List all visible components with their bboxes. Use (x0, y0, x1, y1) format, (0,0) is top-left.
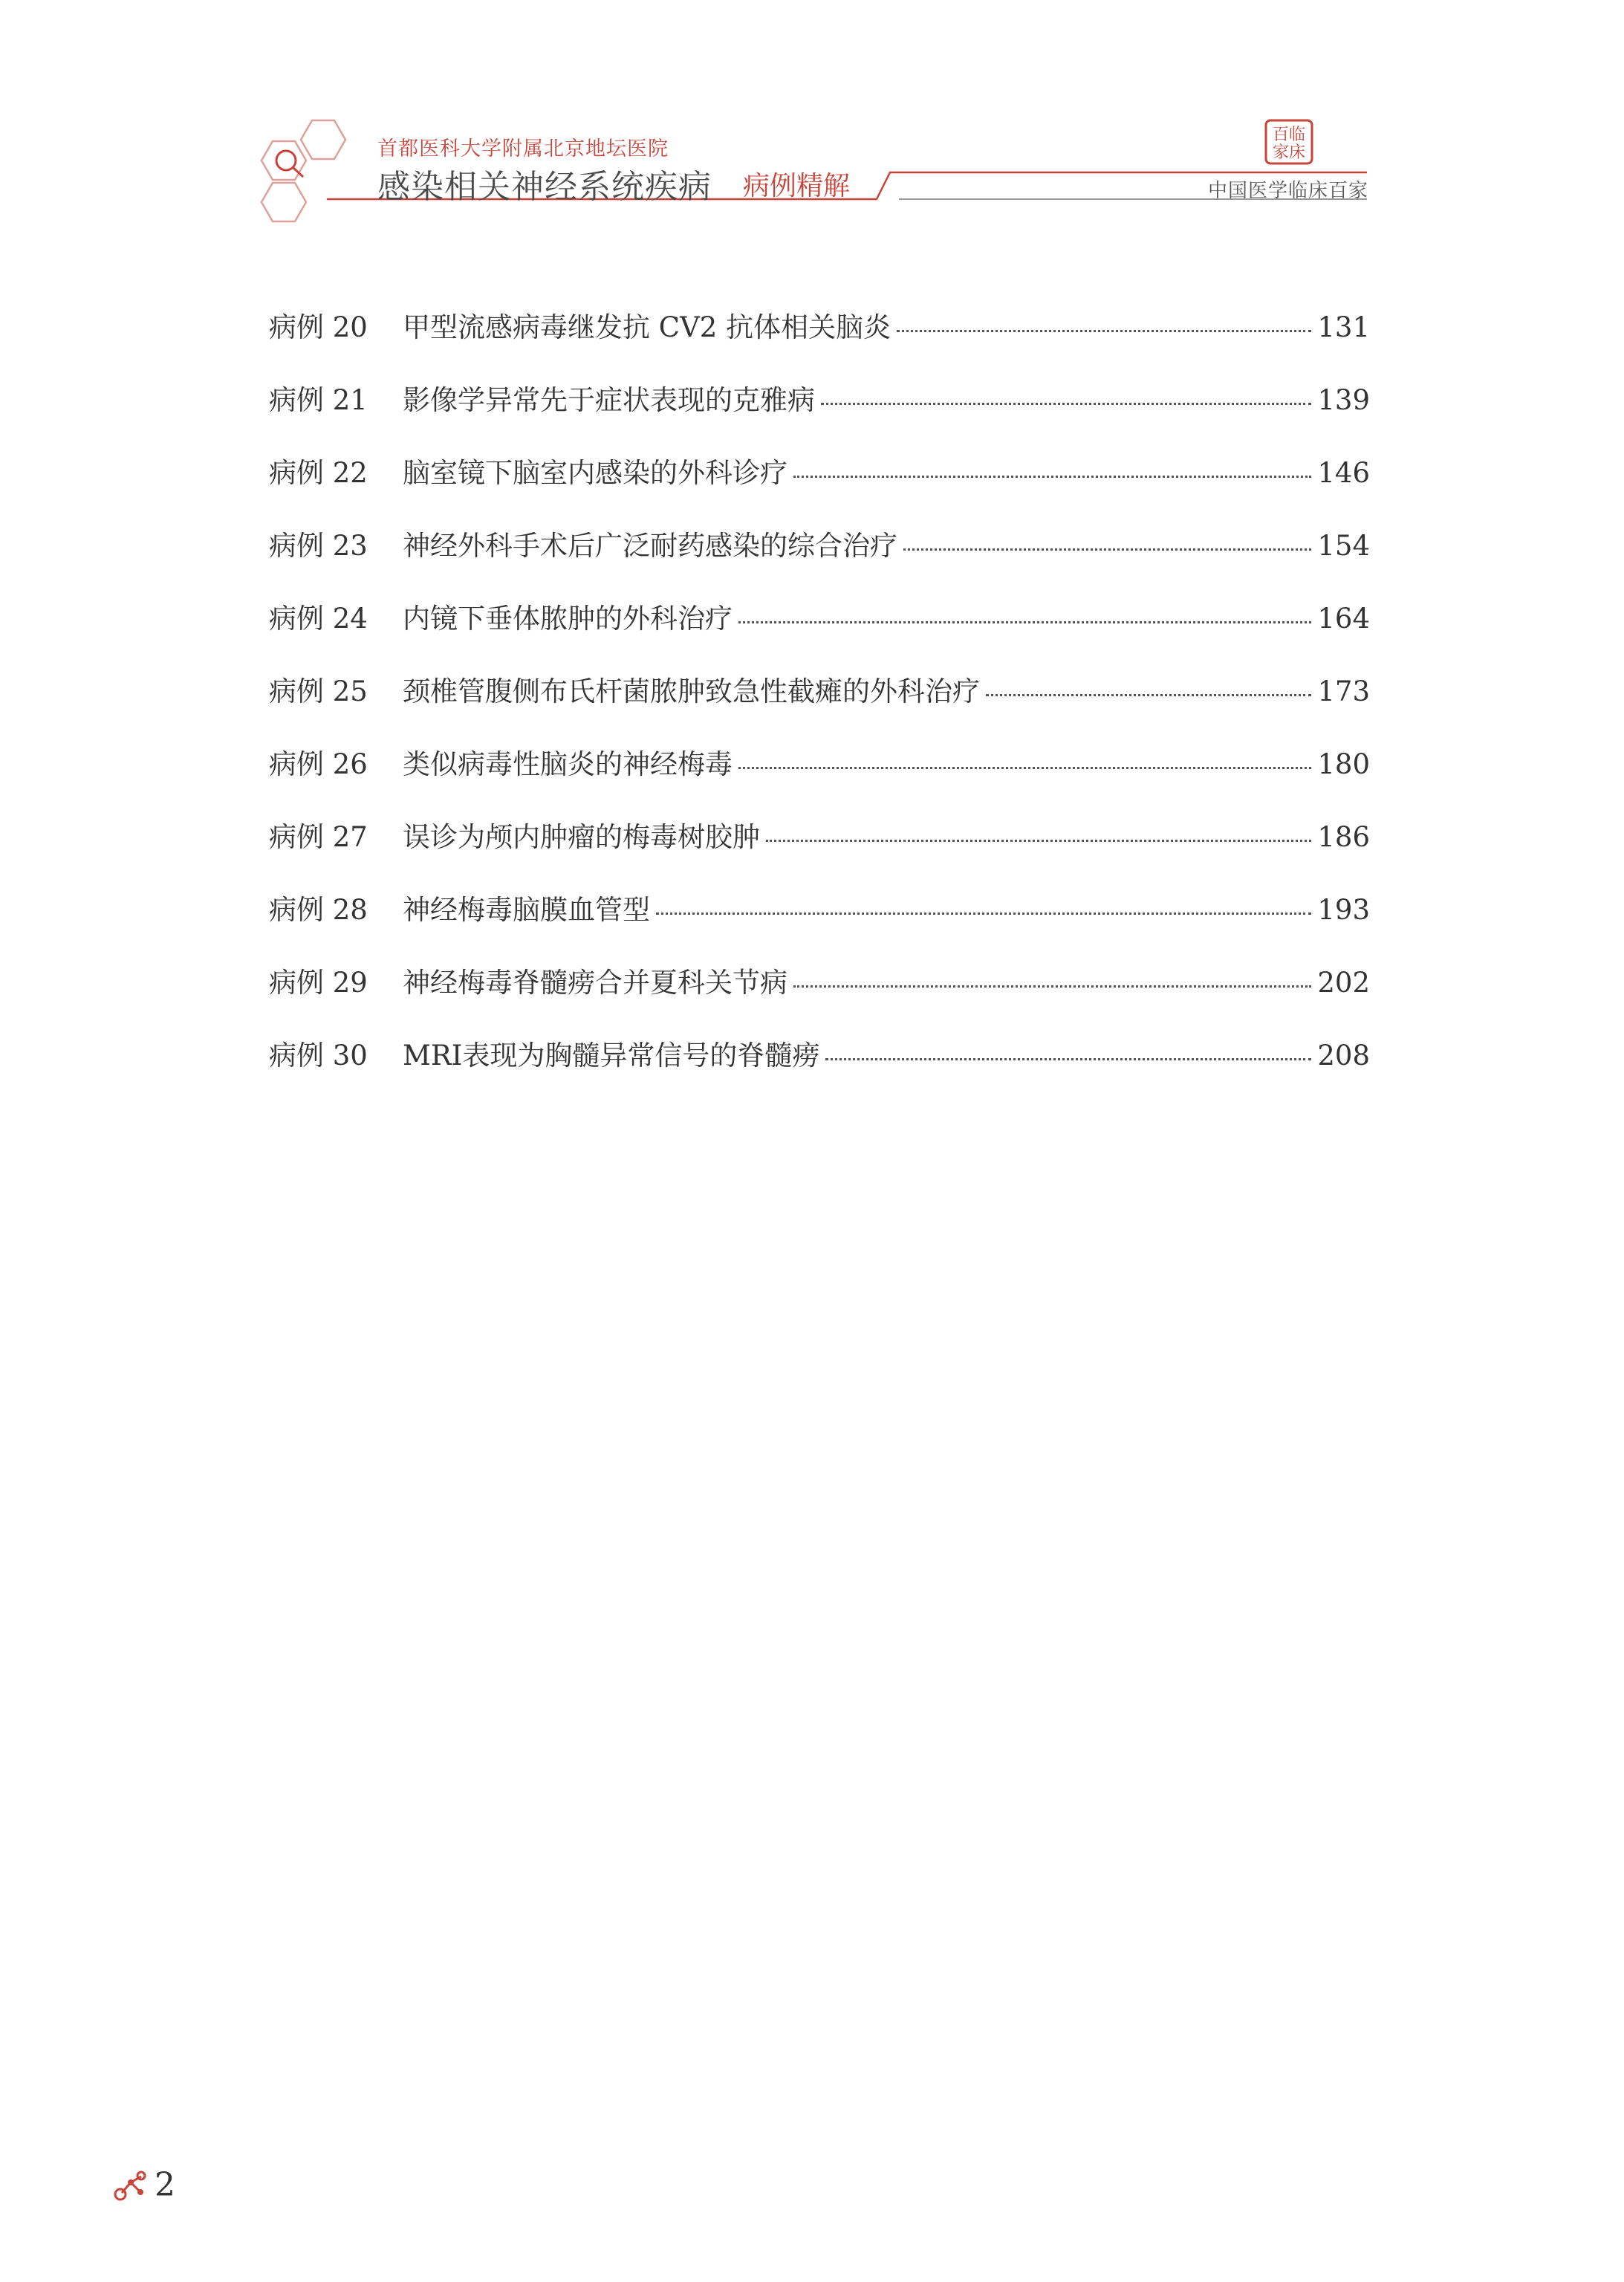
hospital-name: 首都医科大学附属北京地坛医院 (377, 137, 669, 161)
toc-case-title: 影像学异常先于症状表现的克雅病 (403, 384, 815, 416)
toc-leader-dots (897, 330, 1311, 332)
toc-leader-dots (738, 621, 1311, 623)
toc-case-number: 病例 30 (269, 1040, 368, 1072)
toc-case-title: 脑室镜下脑室内感染的外科诊疗 (403, 457, 787, 489)
toc-entry[interactable] (269, 742, 1370, 814)
toc-page-number: 186 (1317, 821, 1370, 853)
toc-leader-dots (821, 403, 1311, 405)
toc-page-number: 131 (1317, 311, 1370, 343)
toc-entry[interactable] (269, 450, 1370, 523)
table-of-contents (269, 305, 1370, 1106)
book-subtitle: 病例精解 (743, 171, 851, 201)
toc-page-number: 173 (1317, 675, 1370, 707)
page-number: 2 (155, 2165, 175, 2204)
toc-entry[interactable] (269, 1033, 1370, 1106)
toc-leader-dots (766, 840, 1311, 842)
toc-leader-dots (738, 767, 1311, 769)
toc-case-number: 病例 20 (269, 311, 368, 343)
toc-entry[interactable] (269, 523, 1370, 596)
series-name: 中国医学临床百家 (1208, 180, 1369, 202)
toc-case-title: 内镜下垂体脓肿的外科治疗 (403, 603, 733, 635)
toc-case-number: 病例 26 (269, 748, 368, 780)
toc-leader-dots (903, 548, 1311, 551)
toc-case-title: 神经梅毒脊髓痨合并夏科关节病 (403, 967, 787, 999)
toc-case-title: 甲型流感病毒继发抗 CV2 抗体相关脑炎 (403, 311, 891, 343)
molecule-icon (111, 2166, 149, 2203)
toc-case-number: 病例 29 (269, 967, 368, 999)
toc-case-title: 误诊为颅内肿瘤的梅毒树胶肿 (403, 821, 760, 853)
toc-entry[interactable] (269, 596, 1370, 669)
toc-case-number: 病例 25 (269, 675, 368, 707)
toc-page-number: 139 (1317, 384, 1370, 416)
toc-entry[interactable] (269, 669, 1370, 742)
toc-page-number: 193 (1317, 894, 1370, 926)
toc-case-title: 神经梅毒脑膜血管型 (403, 894, 650, 926)
toc-case-title: MRI表现为胸髓异常信号的脊髓痨 (403, 1040, 820, 1072)
toc-entry[interactable] (269, 377, 1370, 450)
svg-text:百临: 百临 (1272, 126, 1306, 144)
seal-logo-icon (1264, 119, 1313, 165)
toc-page-number: 164 (1317, 603, 1370, 635)
book-title: 感染相关神经系统疾病 (377, 168, 712, 206)
page-header (0, 0, 1624, 238)
toc-entry[interactable] (269, 814, 1370, 887)
toc-case-number: 病例 22 (269, 457, 368, 489)
toc-entry[interactable] (269, 305, 1370, 377)
toc-page-number: 146 (1317, 457, 1370, 489)
toc-page-number: 202 (1317, 967, 1370, 999)
toc-leader-dots (793, 985, 1311, 988)
page-footer (111, 2162, 175, 2207)
toc-case-title: 神经外科手术后广泛耐药感染的综合治疗 (403, 530, 897, 562)
toc-entry[interactable] (269, 960, 1370, 1033)
hexagon-logo-icon (260, 111, 364, 230)
toc-case-number: 病例 23 (269, 530, 368, 562)
toc-case-number: 病例 24 (269, 603, 368, 635)
toc-leader-dots (986, 694, 1311, 696)
svg-text:家床: 家床 (1272, 143, 1306, 162)
toc-leader-dots (793, 476, 1311, 478)
toc-case-number: 病例 21 (269, 384, 368, 416)
toc-page-number: 208 (1317, 1040, 1370, 1072)
toc-case-title: 类似病毒性脑炎的神经梅毒 (403, 748, 733, 780)
toc-case-number: 病例 27 (269, 821, 368, 853)
toc-entry[interactable] (269, 887, 1370, 960)
toc-case-number: 病例 28 (269, 894, 368, 926)
toc-case-title: 颈椎管腹侧布氏杆菌脓肿致急性截瘫的外科治疗 (403, 675, 980, 707)
toc-page-number: 180 (1317, 748, 1370, 780)
toc-leader-dots (825, 1058, 1311, 1060)
toc-page-number: 154 (1317, 530, 1370, 562)
toc-leader-dots (656, 913, 1311, 915)
